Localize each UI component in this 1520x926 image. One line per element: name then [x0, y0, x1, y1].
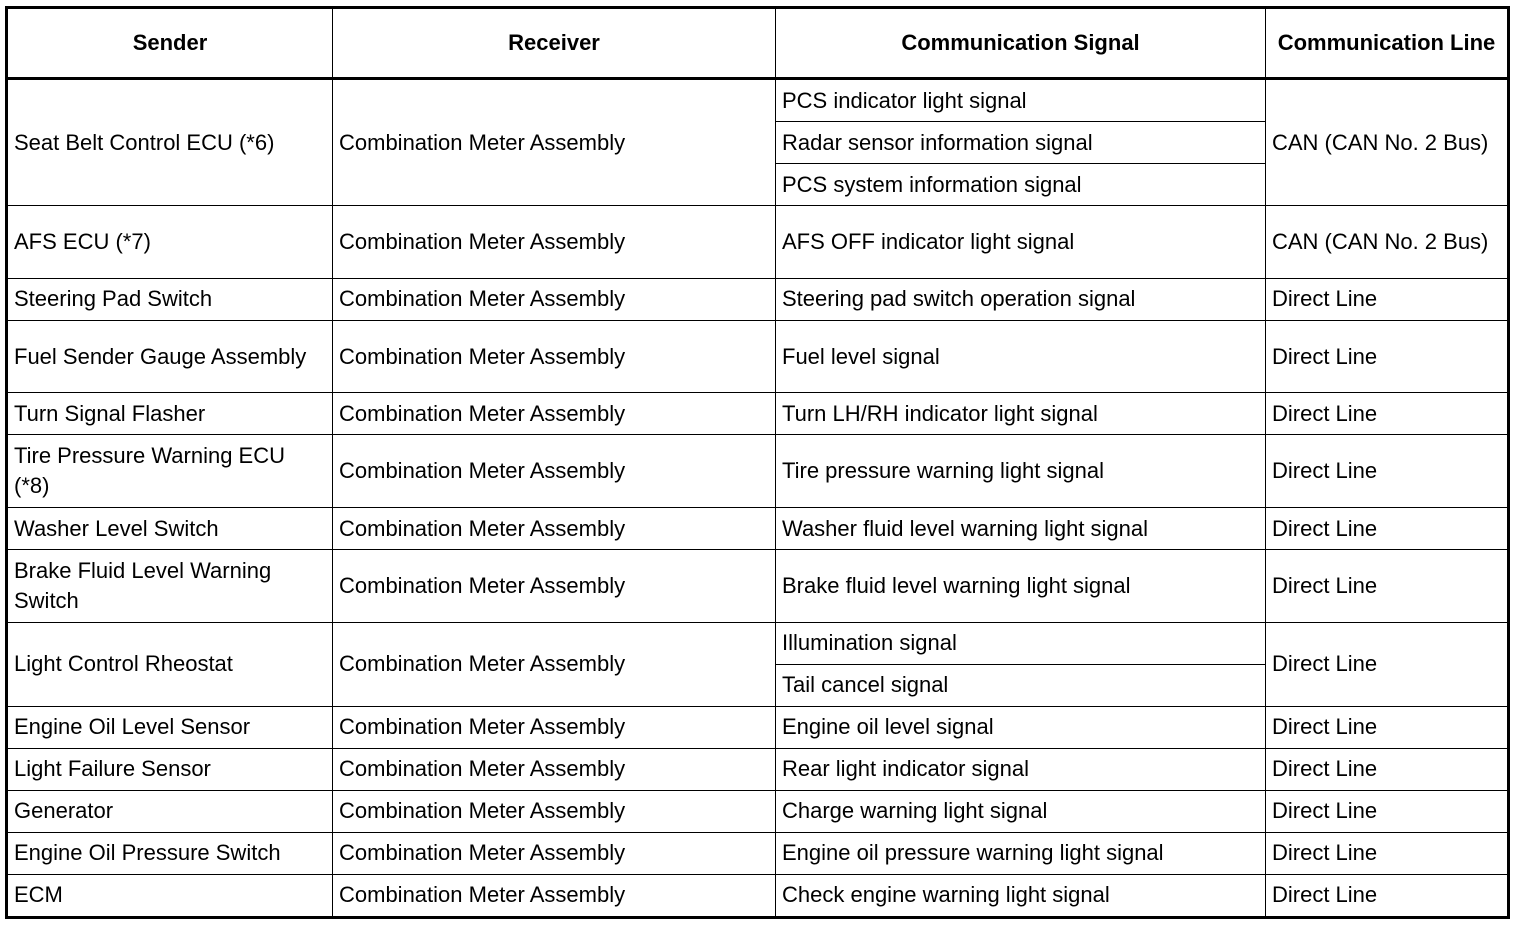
cell-signal: Tire pressure warning light signal	[776, 435, 1266, 508]
cell-sender: Seat Belt Control ECU (*6)	[7, 79, 333, 206]
cell-receiver: Combination Meter Assembly	[333, 832, 776, 874]
cell-line: Direct Line	[1266, 278, 1509, 320]
table-row	[7, 320, 1509, 393]
cell-signal: Steering pad switch operation signal	[776, 278, 1266, 320]
cell-receiver: Combination Meter Assembly	[333, 79, 776, 206]
cell-signal: PCS indicator light signal	[776, 79, 1266, 122]
cell-line: CAN (CAN No. 2 Bus)	[1266, 206, 1509, 279]
header-signal: Communication Signal	[776, 8, 1266, 79]
cell-receiver: Combination Meter Assembly	[333, 508, 776, 550]
cell-sender: Light Failure Sensor	[7, 748, 333, 790]
cell-signal: Tail cancel signal	[776, 664, 1266, 706]
cell-signal: Fuel level signal	[776, 320, 1266, 393]
table-body	[7, 79, 1509, 918]
header-sender: Sender	[7, 8, 333, 79]
table-row	[7, 748, 1509, 790]
cell-line: Direct Line	[1266, 508, 1509, 550]
cell-line: Direct Line	[1266, 832, 1509, 874]
table-row	[7, 508, 1509, 550]
cell-signal: Check engine warning light signal	[776, 874, 1266, 917]
cell-sender: Engine Oil Pressure Switch	[7, 832, 333, 874]
cell-sender: Generator	[7, 790, 333, 832]
cell-receiver: Combination Meter Assembly	[333, 278, 776, 320]
table-row	[7, 790, 1509, 832]
cell-receiver: Combination Meter Assembly	[333, 206, 776, 279]
cell-signal: Turn LH/RH indicator light signal	[776, 393, 1266, 435]
cell-receiver: Combination Meter Assembly	[333, 435, 776, 508]
cell-line: Direct Line	[1266, 622, 1509, 706]
cell-receiver: Combination Meter Assembly	[333, 790, 776, 832]
table-row	[7, 550, 1509, 623]
cell-line: Direct Line	[1266, 320, 1509, 393]
cell-sender: Tire Pressure Warning ECU (*8)	[7, 435, 333, 508]
cell-signal: Washer fluid level warning light signal	[776, 508, 1266, 550]
cell-receiver: Combination Meter Assembly	[333, 706, 776, 748]
cell-receiver: Combination Meter Assembly	[333, 622, 776, 706]
header-row	[7, 8, 1509, 79]
table-row	[7, 832, 1509, 874]
cell-sender: ECM	[7, 874, 333, 917]
header-receiver: Receiver	[333, 8, 776, 79]
cell-receiver: Combination Meter Assembly	[333, 320, 776, 393]
table-row	[7, 435, 1509, 508]
table-row	[7, 278, 1509, 320]
table-row	[7, 622, 1509, 664]
table-row	[7, 393, 1509, 435]
cell-signal: Radar sensor information signal	[776, 122, 1266, 164]
cell-sender: Light Control Rheostat	[7, 622, 333, 706]
cell-line: Direct Line	[1266, 790, 1509, 832]
table-row	[7, 874, 1509, 917]
cell-signal: Illumination signal	[776, 622, 1266, 664]
cell-receiver: Combination Meter Assembly	[333, 748, 776, 790]
cell-line: Direct Line	[1266, 435, 1509, 508]
cell-line: Direct Line	[1266, 393, 1509, 435]
cell-signal: Brake fluid level warning light signal	[776, 550, 1266, 623]
cell-receiver: Combination Meter Assembly	[333, 874, 776, 917]
cell-line: Direct Line	[1266, 550, 1509, 623]
cell-receiver: Combination Meter Assembly	[333, 393, 776, 435]
cell-signal: PCS system information signal	[776, 164, 1266, 206]
cell-signal: Rear light indicator signal	[776, 748, 1266, 790]
cell-line: Direct Line	[1266, 706, 1509, 748]
cell-sender: AFS ECU (*7)	[7, 206, 333, 279]
cell-line: Direct Line	[1266, 748, 1509, 790]
communication-table	[5, 6, 1510, 919]
table-row	[7, 79, 1509, 122]
cell-signal: Charge warning light signal	[776, 790, 1266, 832]
cell-sender: Turn Signal Flasher	[7, 393, 333, 435]
cell-sender: Steering Pad Switch	[7, 278, 333, 320]
cell-line: CAN (CAN No. 2 Bus)	[1266, 79, 1509, 206]
cell-sender: Brake Fluid Level Warning Switch	[7, 550, 333, 623]
header-line: Communication Line	[1266, 8, 1509, 79]
cell-sender: Fuel Sender Gauge Assembly	[7, 320, 333, 393]
table-row	[7, 206, 1509, 279]
cell-sender: Engine Oil Level Sensor	[7, 706, 333, 748]
cell-line: Direct Line	[1266, 874, 1509, 917]
cell-signal: Engine oil level signal	[776, 706, 1266, 748]
cell-sender: Washer Level Switch	[7, 508, 333, 550]
cell-signal: AFS OFF indicator light signal	[776, 206, 1266, 279]
cell-receiver: Combination Meter Assembly	[333, 550, 776, 623]
table-row	[7, 706, 1509, 748]
cell-signal: Engine oil pressure warning light signal	[776, 832, 1266, 874]
